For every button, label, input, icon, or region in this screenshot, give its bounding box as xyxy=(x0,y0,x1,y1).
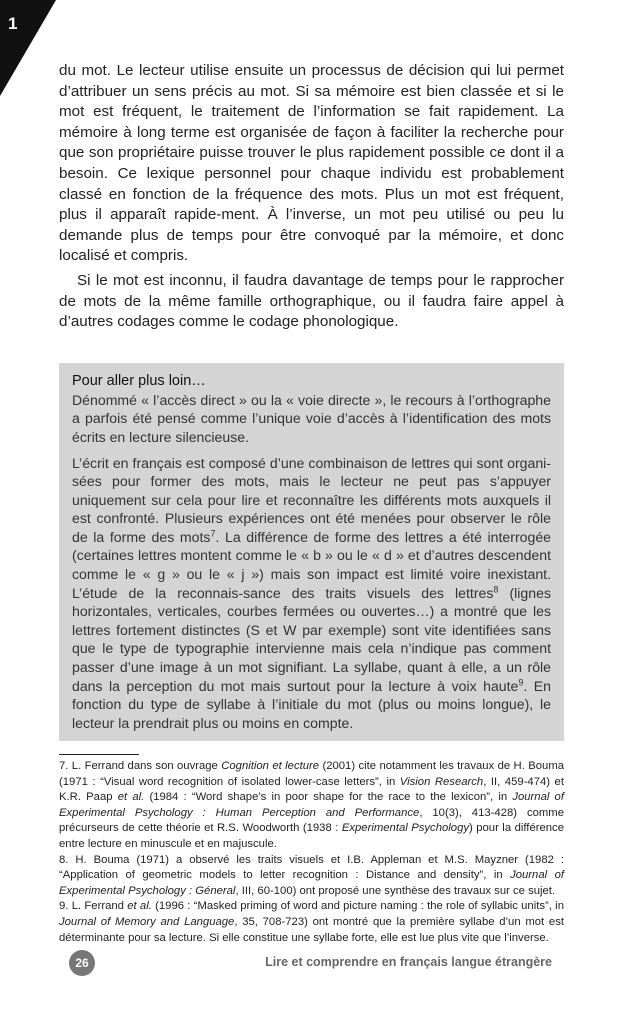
fn7-italic: Vision Research xyxy=(399,775,484,788)
box-title: Pour aller plus loin… xyxy=(72,372,206,389)
running-title: Lire et comprendre en français langue étrangère xyxy=(265,955,552,969)
footnote-9 xyxy=(59,899,564,946)
footnote-7 xyxy=(59,759,564,853)
fn7-text: , 10(3), 413-428) comme précurseurs de cette théorie et R.S. Woodworth (1938 : xyxy=(59,806,564,835)
footnote-ref-8[interactable]: 8 xyxy=(493,583,499,594)
fn7-italic: Journal of Experimental Psychology : Human Perception and Performance xyxy=(59,791,564,819)
box-paragraph-1: Dénommé « l’accès direct » ou la « voie directe », le recours à l’orthographe a parfois été pensé comme l’unique voie d’accès à l’identification des mots écrits en lecture silencieuse. xyxy=(72,391,551,445)
fn7-text: , II, 459-474) et K.R. Paap xyxy=(59,775,564,804)
footnote-divider xyxy=(59,754,139,755)
fn8-italic: Journal of Experimental Psychology : Géneral xyxy=(59,869,564,897)
chapter-number: 1 xyxy=(8,14,18,33)
fn9-italic: et al. xyxy=(127,900,152,913)
fn8-text: 8. H. Bouma (1971) a observé les traits visuels et I.B. Appleman et M.S. Mayzner (1982 : “Application of geometric models to letter recognition : Distance and density”, in xyxy=(59,853,564,882)
page-number: 26 xyxy=(69,950,95,976)
footnote-ref-7[interactable]: 7 xyxy=(210,528,216,539)
box-p2-text-d: . En fonction du type de syllabe à l’initiale du mot (plus ou moins longue), le lecteur la prendrait plus ou moins en compte. xyxy=(72,677,551,731)
footnotes xyxy=(59,754,564,946)
fn8-text: , III, 60-100) ont proposé une synthèse des travaux sur ce sujet. xyxy=(235,884,556,897)
further-reading-box xyxy=(59,363,564,742)
box-p2-text-a: L’écrit en français est composé d’une combinaison de lettres qui sont organi-sées pour former des mots, mais le lecteur ne peut pas s’appuyer uniquement sur cela pour lire et reconnaître les différents mots auxquels il est confronté. Plusieurs expériences ont été menées pour observer le rôle de la forme des mots xyxy=(72,454,551,545)
fn7-text: 7. L. Ferrand dans son ouvrage xyxy=(59,760,222,772)
fn7-text: ) pour la différence entre lecture en minuscule et en majuscule. xyxy=(59,822,564,850)
footnote-ref-9[interactable]: 9 xyxy=(518,676,524,687)
fn7-text: (1984 : “Word shape’s in poor shape for the race to the lexicon”, in xyxy=(144,791,513,804)
fn7-italic: Experimental Psychology xyxy=(341,822,469,835)
fn7-text: (2001) cite notamment les travaux de H. Bouma (1971 : “Visual word recognition of isolated lower-case letters”, in xyxy=(59,760,565,788)
fn9-text: 9. L. Ferrand xyxy=(59,900,128,913)
page-footer xyxy=(0,950,624,976)
fn9-italic: Journal of Memory and Language xyxy=(59,915,235,928)
fn9-text: (1996 : “Masked priming of word and picture naming : the role of syllabic units”, in xyxy=(151,900,564,913)
box-paragraph-2 xyxy=(72,454,551,733)
body-paragraph-2: Si le mot est inconnu, il faudra davantage de temps pour le rapprocher de mots de la même famille orthographique, ou il faudra faire appel à d’autres codages comme le codage phonologique. xyxy=(59,271,564,331)
footnote-8 xyxy=(59,853,564,900)
fn9-text: , 35, 708-723) ont montré que la première syllabe d’un mot est déterminante pour sa lecture. Si elle constitue une syllabe forte, elle est lue plus vite que l’inverse. xyxy=(59,915,564,944)
box-p2-text-c: (lignes horizontales, verticales, courbes fermées ou ouvertes…) a montré que les lettres fortement distinctes (S et W par exemple) sont vite identifiées sans que le type de typographie intervienne mais cela n’indique pas comment passer d’une image à un mot signifiant. La syllabe, quant à elle, a un rôle dans la perception du mot mais surtout pour la lecture à voix haute xyxy=(72,584,551,694)
fn7-italic: et al. xyxy=(117,791,145,804)
fn7-italic: Cognition et lecture xyxy=(221,760,320,772)
box-p2-text-b: . La différence de forme des lettres a été interrogée (certaines lettres montent comme le « b » ou le « d » et d’autres descendent comme le « g » ou le « j ») mais son impact est limité voire inexistant. L’étude de la reconnais-sance des traits visuels des lettres xyxy=(72,528,551,601)
main-content xyxy=(59,61,564,741)
body-paragraph-1: du mot. Le lecteur utilise ensuite un processus de décision qui lui permet d’attribuer un sens précis au mot. Si sa mémoire est bien classée et si le mot est fréquent, le traitement de l’information se fait rapidement. La mémoire à long terme est organisée de façon à faciliter la recherche pour que son propriétaire puisse trouver le plus rapidement possible ce dont il a besoin. Ce lexique personnel pour chaque individu est probablement classé en fonction de la fréquence des mots. Plus un mot est fréquent, plus il apparaît rapide-ment. À l’inverse, un mot peu utilisé ou peu lu demande plus de temps pour être convoqué par la mémoire, et donc localisé et compris. xyxy=(59,62,564,265)
